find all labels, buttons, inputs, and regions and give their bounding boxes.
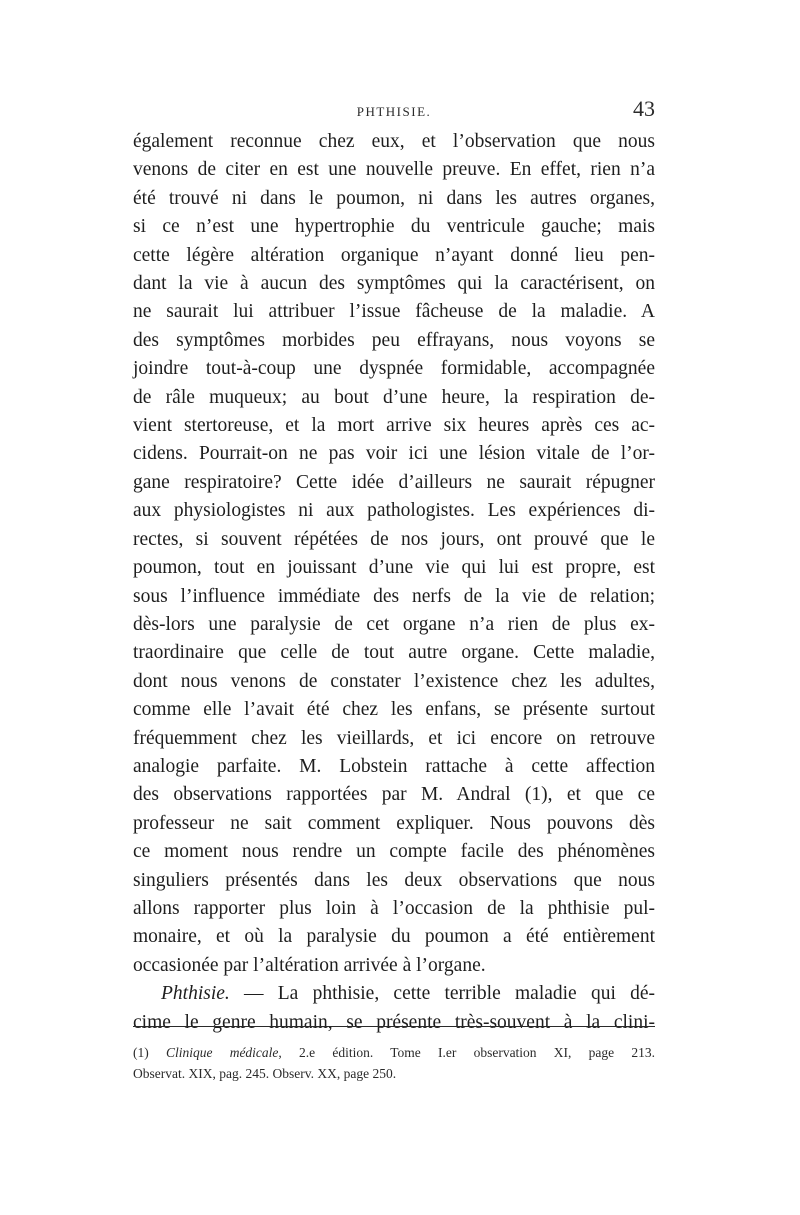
text-line: des symptômes morbides peu effrayans, nous voyons se: [133, 329, 655, 351]
paragraph-start-line: [133, 980, 655, 1008]
text-line: aux physiologistes ni aux pathologistes. Les expériences di-: [133, 500, 655, 522]
text-line: comme elle l’avait été chez les enfans, se présente surtout: [133, 699, 655, 721]
text-line: gane respiratoire? Cette idée d’ailleurs ne saurait répugner: [133, 471, 655, 493]
text-line: vient stertoreuse, et la mort arrive six heures après ces ac-: [133, 415, 655, 437]
running-title: PHTHISIE.: [356, 104, 432, 119]
footnote-line: [133, 1042, 655, 1063]
text-line: des observations rapportées par M. Andral (1), et que ce: [133, 784, 655, 806]
text-line: occasionée par l’altération arrivée à l’organe.: [133, 954, 486, 976]
text-line: monaire, et où la paralysie du poumon a été entièrement: [133, 926, 655, 948]
text-line: poumon, tout en jouissant d’une vie qui lui est propre, est: [133, 557, 655, 579]
text-line: si ce n’est une hypertrophie du ventricule gauche; mais: [133, 216, 655, 238]
text-line: traordinaire que celle de tout autre organe. Cette maladie,: [133, 642, 655, 664]
text-line: dant la vie à aucun des symptômes qui la caractérisent, on: [133, 273, 655, 295]
text-line: venons de citer en est une nouvelle preuve. En effet, rien n’a: [133, 159, 655, 181]
footnotes: [133, 1042, 655, 1084]
text-segment: — La phthisie, cette terrible maladie qui dé-: [229, 983, 655, 1005]
text-line: de râle muqueux; au bout d’une heure, la respiration de-: [133, 386, 655, 408]
body-text: [133, 128, 655, 1037]
text-line: cidens. Pourrait-on ne pas voir ici une lésion vitale de l’or-: [133, 443, 655, 465]
text-line: sous l’influence immédiate des nerfs de la vie de relation;: [133, 585, 655, 607]
footnote-work-title: Clinique médicale: [165, 1045, 279, 1060]
text-line: professeur ne sait comment expliquer. Nous pouvons dès: [133, 812, 655, 834]
running-head: [133, 96, 655, 126]
page-number: 43: [633, 96, 655, 121]
text-line: joindre tout-à-coup une dyspnée formidable, accompagnée: [133, 358, 655, 380]
text-line: allons rapporter plus loin à l’occasion de la phthisie pul-: [133, 897, 655, 919]
section-run-in-heading: Phthisie.: [161, 983, 230, 1005]
text-line: cime le genre humain, se présente très-souvent à la clini-: [133, 1011, 655, 1033]
text-line: dont nous venons de constater l’existence chez les adultes,: [133, 670, 655, 692]
text-line: analogie parfaite. M. Lobstein rattache à cette affection: [133, 755, 655, 777]
text-line: également reconnue chez eux, et l’observation que nous: [133, 131, 655, 152]
footnote-line: Observat. XIX, pag. 245. Observ. XX, page 250.: [133, 1066, 397, 1081]
text-line: été trouvé ni dans le poumon, ni dans les autres organes,: [133, 187, 655, 209]
text-line: cette légère altération organique n’ayant donné lieu pen-: [133, 244, 655, 266]
footnote-rule: [133, 1026, 655, 1027]
text-line: rectes, si souvent répétées de nos jours, ont prouvé que le: [133, 528, 655, 550]
text-line: fréquemment chez les vieillards, et ici encore on retrouve: [133, 727, 655, 749]
footnote-text: , 2.e édition. Tome I.er observation XI, page 213.: [278, 1045, 655, 1060]
footnote-marker: (1): [133, 1045, 166, 1060]
text-line: dès-lors une paralysie de cet organe n’a rien de plus ex-: [133, 613, 655, 635]
text-line: ce moment nous rendre un compte facile des phénomènes: [133, 841, 655, 863]
text-line: ne saurait lui attribuer l’issue fâcheuse de la maladie. A: [133, 301, 655, 323]
text-line: singuliers présentés dans les deux observations que nous: [133, 869, 655, 891]
